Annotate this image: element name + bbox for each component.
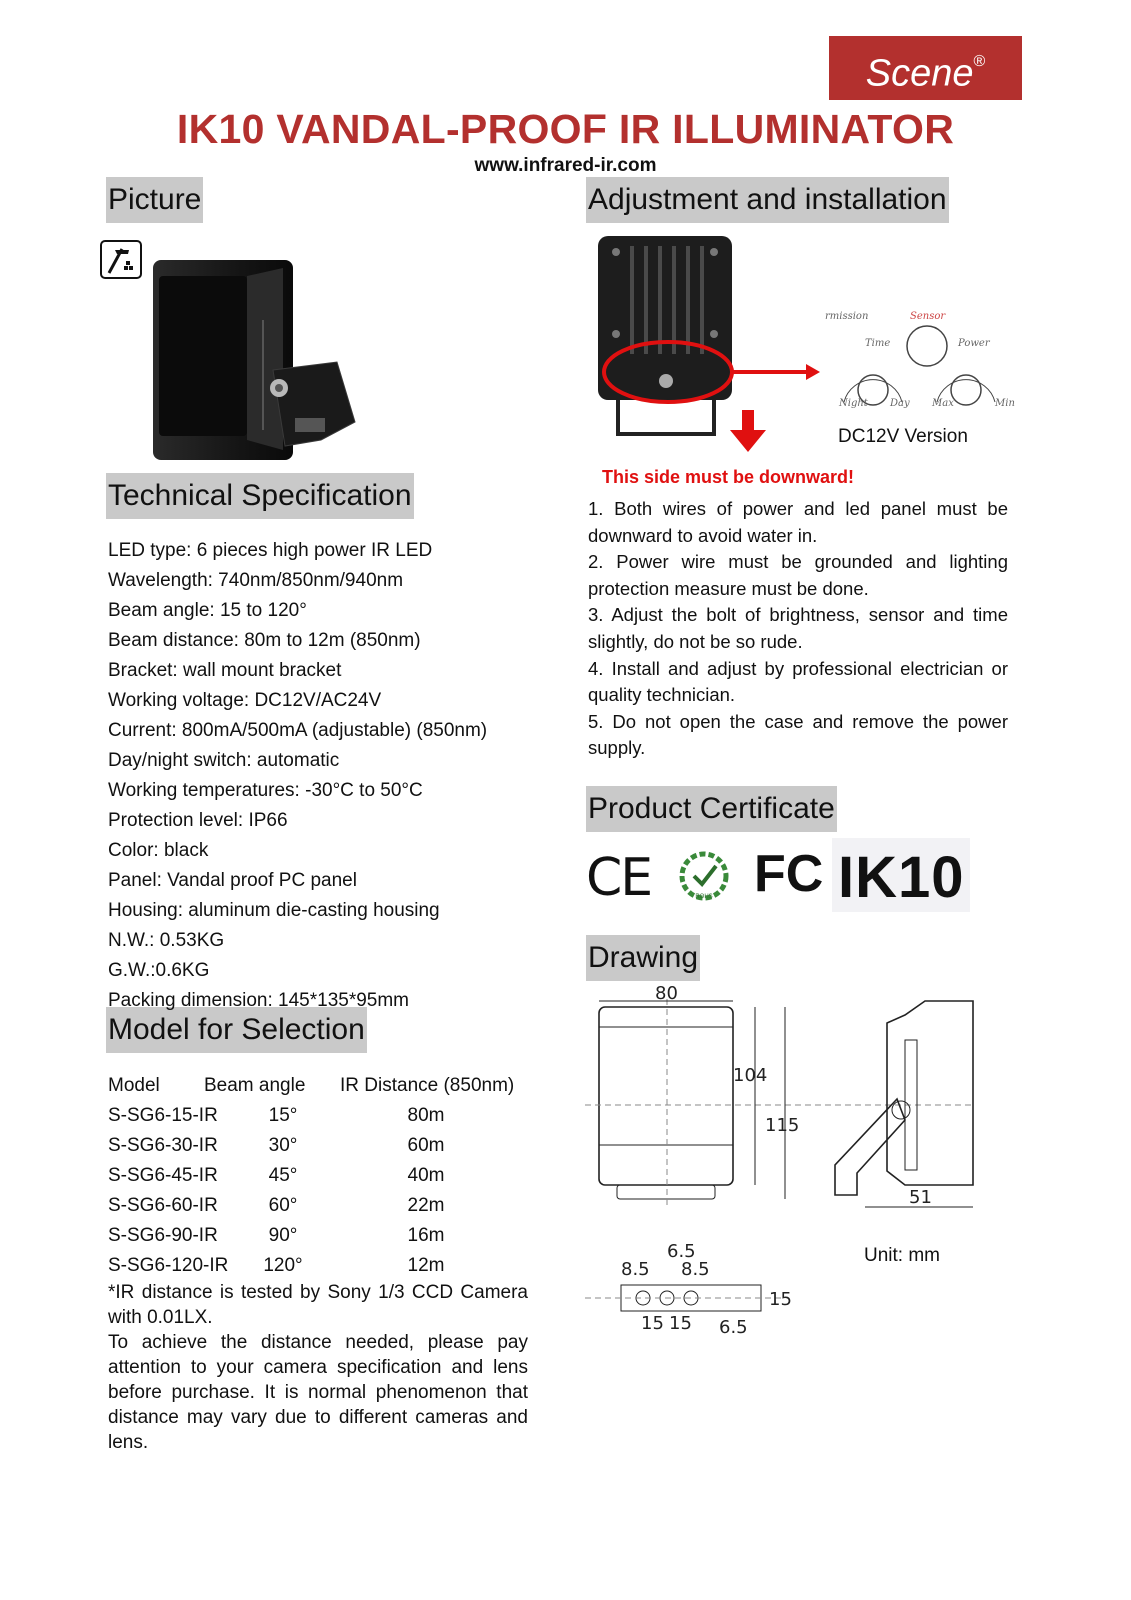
brand-logo (829, 36, 1022, 100)
spec-item: Housing: aluminum die-casting housing (108, 900, 440, 921)
cell-distance: 40m (407, 1165, 445, 1186)
cell-distance: 60m (407, 1135, 445, 1156)
cell-distance: 80m (407, 1105, 445, 1126)
certificate-logos (586, 846, 966, 912)
fcc-mark: FC (754, 845, 824, 903)
installation-instructions (588, 496, 1008, 762)
section-adjustment: Adjustment and installation (586, 177, 949, 223)
spec-item: N.W.: 0.53KG (108, 930, 225, 951)
spec-item: Protection level: IP66 (108, 810, 288, 831)
knob-label-emission: rmission (825, 311, 869, 322)
document-title: IK10 VANDAL-PROOF IR ILLUMINATOR (176, 106, 955, 152)
knob-label-day: Day (890, 398, 910, 409)
instruction-4: 4. Install and adjust by professional electrician or quality technician. (588, 657, 1008, 706)
spec-item: Working voltage: DC12V/AC24V (108, 690, 382, 711)
product-photo (145, 250, 370, 470)
header-beam-angle: Beam angle (204, 1075, 306, 1096)
section-model-selection: Model for Selection (106, 1007, 367, 1053)
table-row (108, 1221, 548, 1251)
cell-model: S-SG6-15-IR (108, 1105, 218, 1126)
knob-label-power: Power (958, 338, 990, 349)
note-ccd: *IR distance is tested by Sony 1/3 CCD Camera with 0.01LX. (108, 1282, 528, 1328)
cell-model: S-SG6-120-IR (108, 1255, 229, 1276)
dim-height-inner: 104 (733, 1065, 768, 1086)
cell-distance: 12m (407, 1255, 445, 1276)
rohs-laurel-icon (676, 850, 732, 902)
distance-notes (108, 1280, 528, 1455)
spec-item: Beam distance: 80m to 12m (850nm) (108, 630, 421, 651)
down-arrow-icon (728, 410, 768, 454)
cell-angle: 60° (268, 1195, 298, 1216)
registered-mark: ® (973, 53, 986, 70)
spec-item: Wavelength: 740nm/850nm/940nm (108, 570, 404, 591)
version-label: DC12V Version (838, 426, 968, 447)
spec-list (108, 536, 487, 1016)
table-row (108, 1251, 548, 1281)
section-certificate: Product Certificate (586, 786, 837, 832)
technical-drawing (585, 983, 995, 1355)
table-row (108, 1101, 548, 1131)
ik10-mark: IK10 (838, 845, 965, 910)
dim-depth: 51 (909, 1187, 932, 1208)
spec-item: Working temperatures: -30°C to 50°C (108, 780, 423, 801)
website-url: www.infrared-ir.com (474, 155, 657, 176)
cell-model: S-SG6-30-IR (108, 1135, 218, 1156)
knob-label-night: Night (839, 398, 868, 409)
model-table (108, 1071, 548, 1281)
brand-name: Scene (865, 52, 974, 95)
table-header-row (108, 1071, 548, 1101)
knob-label-time: Time (865, 338, 891, 349)
dim-b1: 8.5 (621, 1259, 650, 1280)
rohs-label: ROHS (695, 894, 713, 900)
cell-angle: 45° (268, 1165, 298, 1186)
section-tech-spec: Technical Specification (106, 473, 414, 519)
note-camera: To achieve the distance needed, please pay attention to your camera specification and lens before purchase. It is normal phenomenon that distance may vary due to different cameras and lens. (108, 1332, 528, 1453)
dim-b2: 6.5 (667, 1241, 696, 1262)
spec-item: Bracket: wall mount bracket (108, 660, 342, 681)
section-drawing: Drawing (586, 935, 700, 981)
cell-angle: 90° (268, 1225, 298, 1246)
table-row (108, 1131, 548, 1161)
downward-warning: This side must be downward! (602, 467, 855, 487)
dim-b7: 6.5 (719, 1317, 748, 1338)
cell-model: S-SG6-45-IR (108, 1165, 218, 1186)
spec-item: Panel: Vandal proof PC panel (108, 870, 357, 891)
cell-model: S-SG6-90-IR (108, 1225, 218, 1246)
dim-b5: 15 (641, 1313, 664, 1334)
cell-distance: 16m (407, 1225, 445, 1246)
dim-width: 80 (655, 983, 678, 1004)
ce-mark: CE (586, 848, 652, 908)
knob-label-min: Min (995, 398, 1015, 409)
spec-item: Beam angle: 15 to 120° (108, 600, 307, 621)
cell-angle: 120° (263, 1255, 303, 1276)
dim-b4: 15 (769, 1289, 792, 1310)
cell-angle: 15° (268, 1105, 298, 1126)
instruction-5: 5. Do not open the case and remove the power supply. (588, 710, 1008, 759)
knob-label-max: Max (932, 398, 954, 409)
unit-label: Unit: mm (864, 1245, 940, 1266)
table-row (108, 1191, 548, 1221)
dim-b6: 15 (669, 1313, 692, 1334)
adjustment-photo (596, 234, 836, 449)
cell-angle: 30° (268, 1135, 298, 1156)
cell-model: S-SG6-60-IR (108, 1195, 218, 1216)
impact-hammer-icon (100, 240, 144, 280)
header-model: Model (108, 1075, 160, 1096)
dim-height-outer: 115 (765, 1115, 800, 1136)
instruction-1: 1. Both wires of power and led panel must be downward to avoid water in. (588, 498, 1008, 546)
section-picture: Picture (106, 177, 203, 223)
spec-item: Current: 800mA/500mA (adjustable) (850nm) (108, 720, 488, 741)
table-row (108, 1161, 548, 1191)
cell-distance: 22m (407, 1195, 445, 1216)
spec-item: LED type: 6 pieces high power IR LED (108, 540, 433, 561)
dim-b3: 8.5 (681, 1259, 710, 1280)
instruction-2: 2. Power wire must be grounded and lighting protection measure must be done. (588, 551, 1008, 599)
knob-label-sensor: Sensor (910, 311, 946, 322)
spec-item: G.W.:0.6KG (108, 960, 210, 981)
instruction-3: 3. Adjust the bolt of brightness, sensor and time slightly, do not be so rude. (588, 604, 1008, 652)
knob-diagram (822, 310, 1022, 420)
spec-item: Color: black (108, 840, 209, 861)
spec-item: Packing dimension: 145*135*95mm (108, 990, 410, 1011)
spec-item: Day/night switch: automatic (108, 750, 340, 771)
header-ir-distance: IR Distance (850nm) (340, 1075, 515, 1096)
